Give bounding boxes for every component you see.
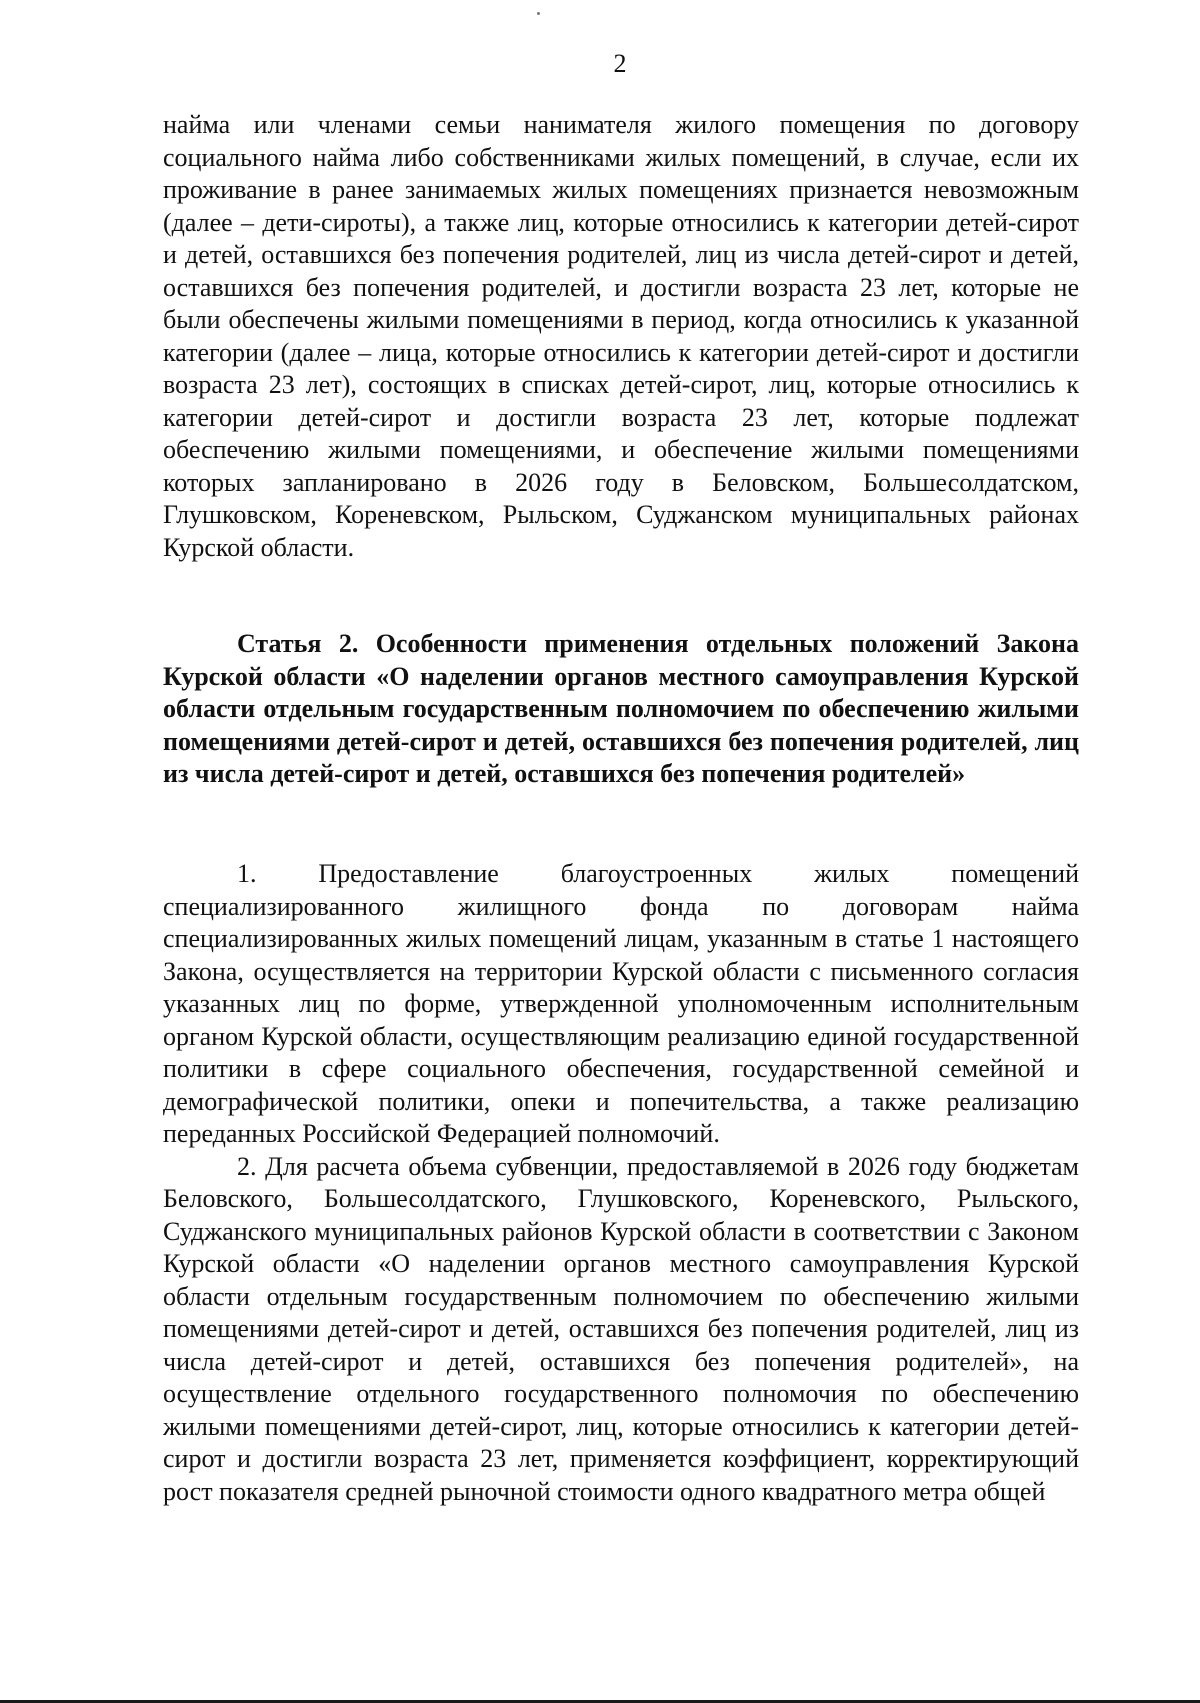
article-heading: Статья 2. Особенности применения отдельных положений Закона Курской области «О наделении органов местного самоуправления Курской области отдельным государственным полномочием по обеспечению жилыми помещениями детей-сирот и детей, оставшихся без попечения родителей, лиц из числа детей-сирот и детей, оставшихся без попечения родителей» [163,629,1079,788]
point-2-paragraph: 2. Для расчета объема субвенции, предоставляемой в 2026 году бюджетам Беловского, Большесолдатского, Глушковского, Кореневского, Рыльского, Суджанского муниципальных районов Курской области в соответствии с Законом Курской области «О наделении органов местного самоуправления Курской области отдельным государственным полномочием по обеспечению жилыми помещениями детей-сирот и детей, оставшихся без попечения родителей, лиц из числа детей-сирот и детей, оставшихся без попечения родителей», на осуществление отдельного государственного полномочия по обеспечению жилыми помещениями детей-сирот, лиц, которые относились к категории детей-сирот и достигли возраста 23 лет, применяется коэффициент, корректирующий рост показателя средней рыночной стоимости одного квадратного метра общей [163,1151,1079,1506]
article-points [163,858,1079,1508]
scan-dot [537,12,540,15]
continuation-paragraph: найма или членами семьи нанимателя жилого помещения по договору социального найма либо собственниками жилых помещений, в случае, если их проживание в ранее занимаемых жилых помещениях признается невозможным (далее – дети-сироты), а также лиц, которые относились к категории детей-сирот и детей, оставшихся без попечения родителей, лиц из числа детей-сирот и детей, оставшихся без попечения родителей, и достигли возраста 23 лет, которые не были обеспечены жилыми помещениями в период, когда относились к указанной категории (далее – лица, которые относились к категории детей-сирот и достигли возраста 23 лет), состоящих в списках детей-сирот, лиц, которые относились к категории детей-сирот и достигли возраста 23 лет, которые подлежат обеспечению жилыми помещениями, и обеспечение жилыми помещениями которых запланировано в 2026 году в Беловском, Большесолдатском, Глушковском, Кореневском, Рыльском, Суджанском муниципальных районах Курской области. [163,110,1079,562]
article-heading-block [163,628,1079,791]
page-number: 2 [613,49,627,78]
continuation-block [163,109,1079,564]
point-1-paragraph: 1. Предоставление благоустроенных жилых помещений специализированного жилищного фонда по договорам найма специализированных жилых помещений лицам, указанным в статье 1 настоящего Закона, осуществляется на территории Курской области с письменного согласия указанных лиц по форме, утвержденной уполномоченным исполнительным органом Курской области, осуществляющим реализацию единой государственной политики в сфере социального обеспечения, государственной семейной и демографической политики, опеки и попечительства, а также реализацию переданных Российской Федерацией полномочий. [163,859,1079,1148]
